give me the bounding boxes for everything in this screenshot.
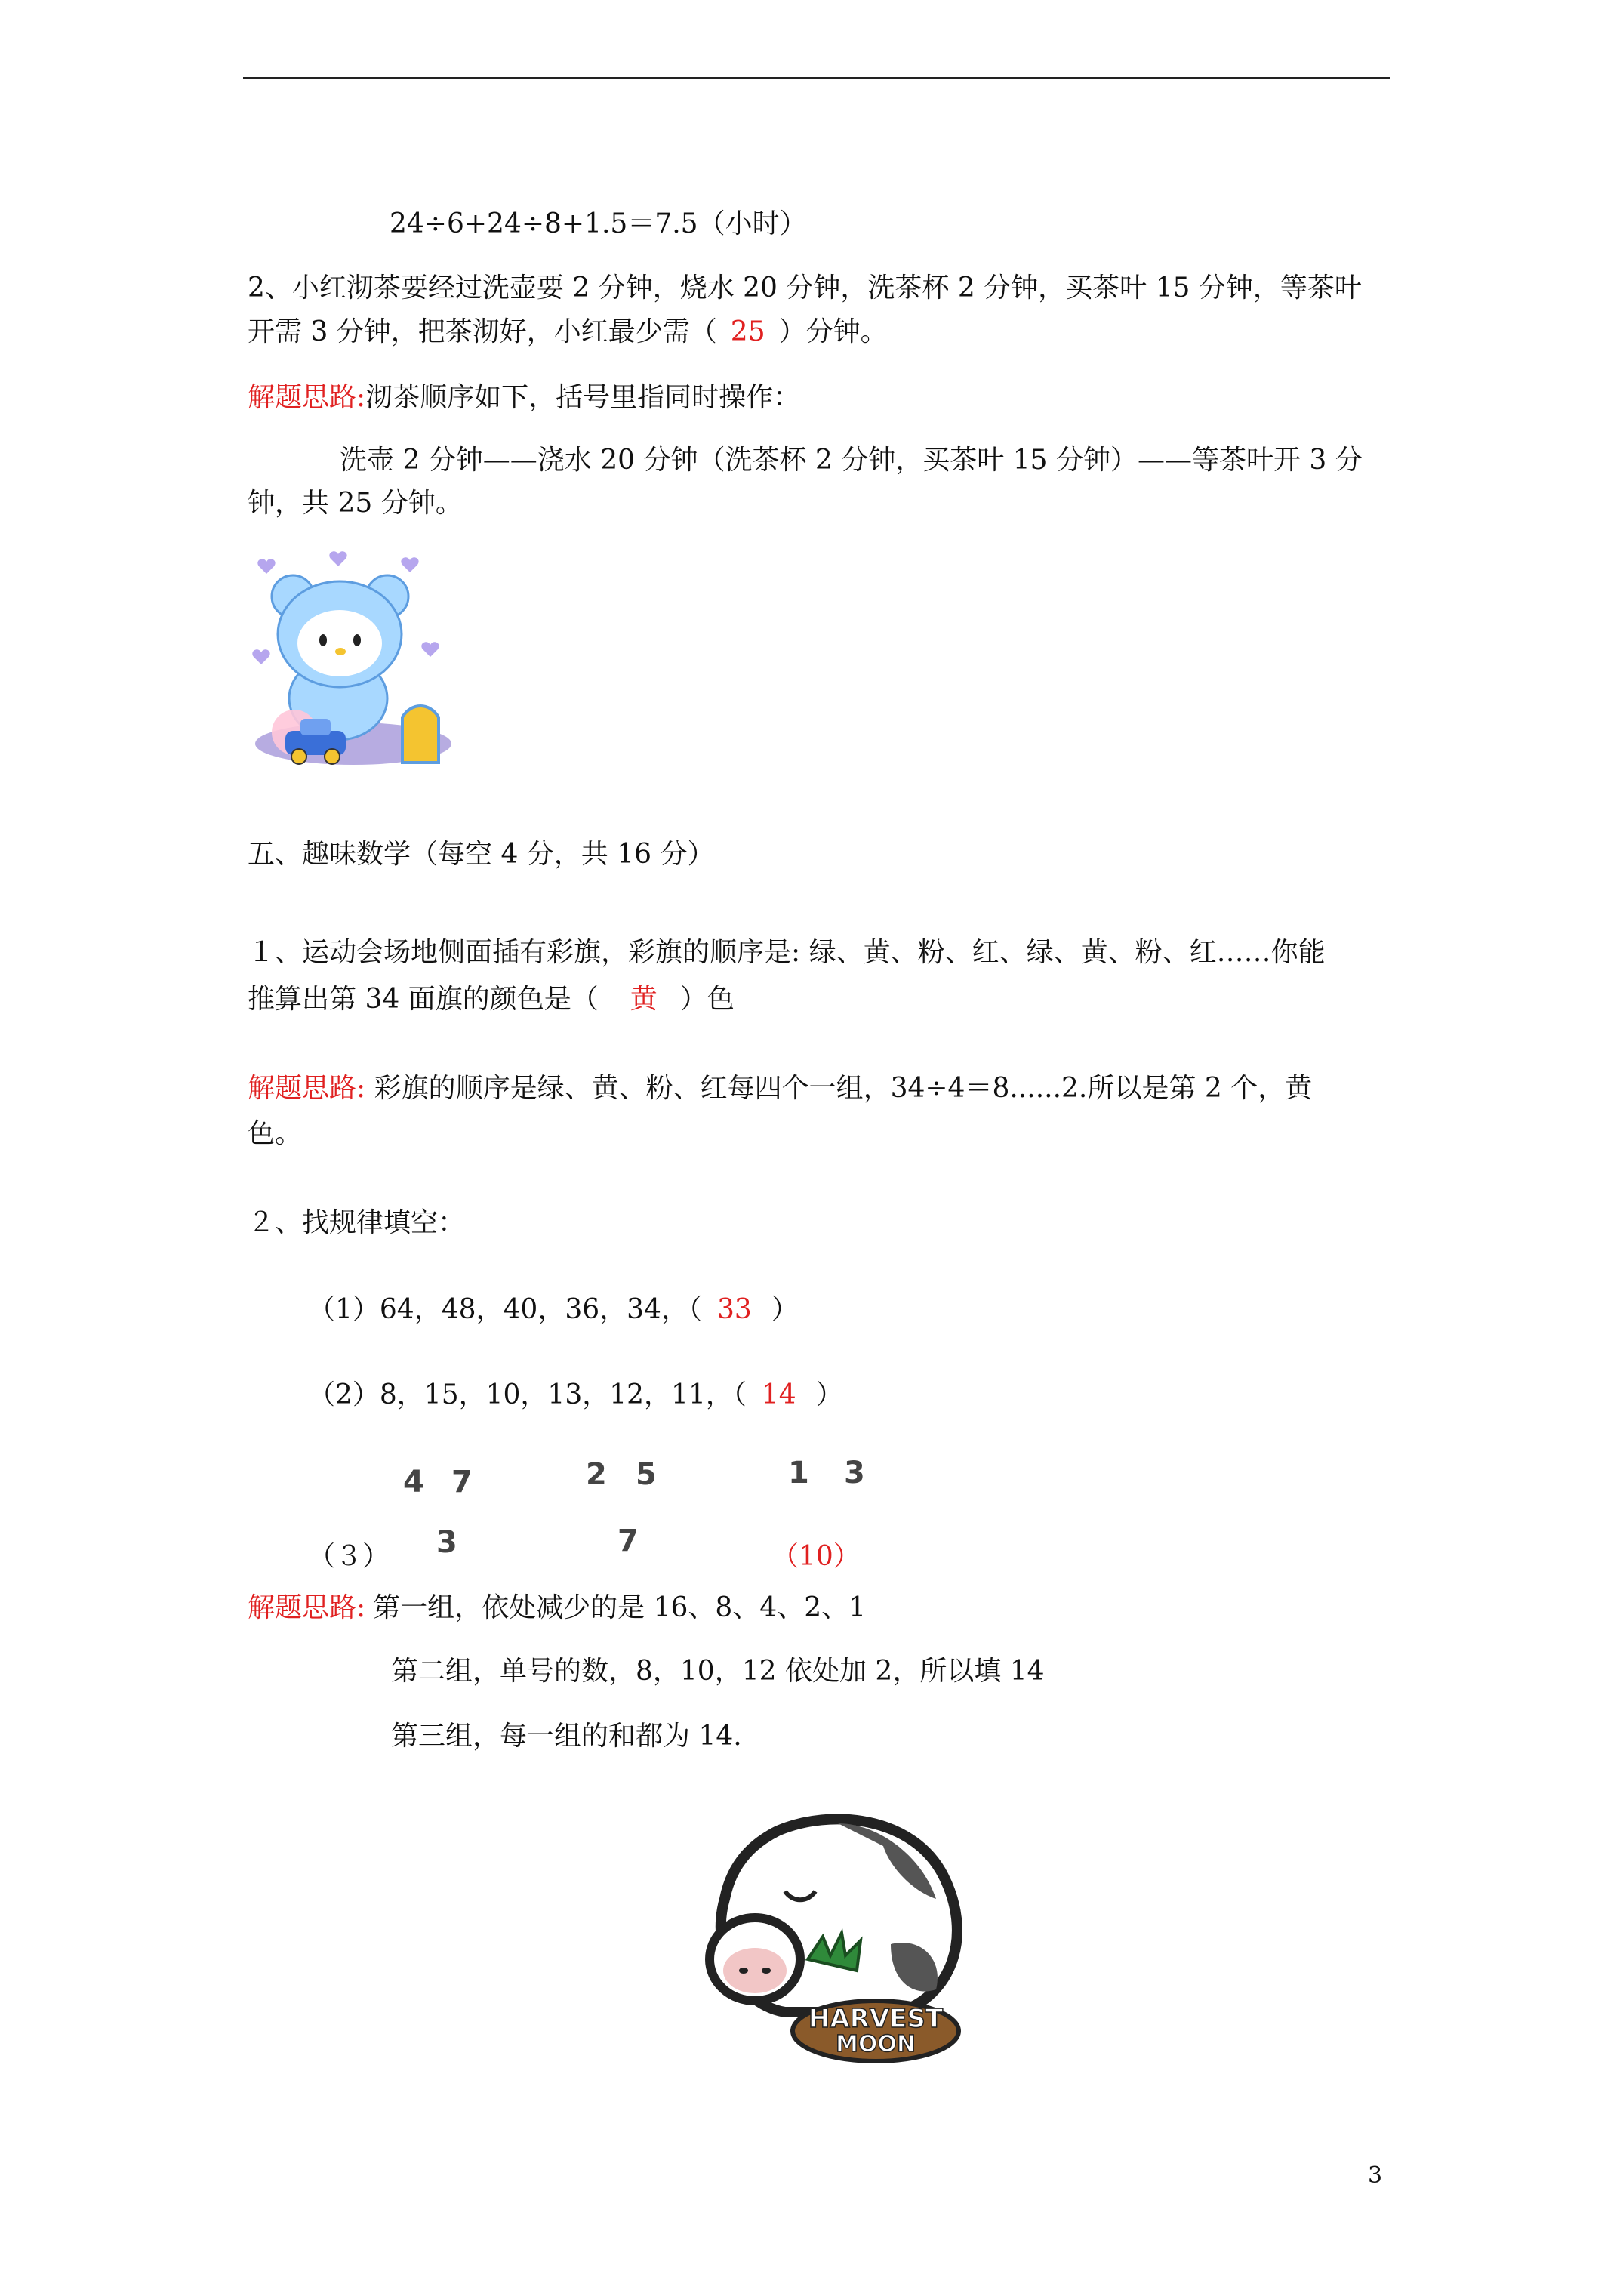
hint-label: 解题思路: [248,382,366,413]
sequence-2-close: ） [815,1379,843,1410]
question-5-2-2 [308,1379,843,1412]
question-5-1-line-1: １、运动会场地侧面插有彩旗，彩旗的顺序是: 绿、黄、粉、红、绿、黄、粉、红……你能 [248,937,1326,968]
question-5-2-1 [308,1293,799,1327]
question-5-2-title: ２、找规律填空： [248,1207,466,1238]
question-5-2-hint-line-2: 第二组，单号的数，8，10，12 依处加 2，所以填 14 [391,1656,1045,1687]
kitty-bear-illustration [248,544,456,778]
question-5-1-answer: 黄 [630,984,658,1015]
question-2-line-2 [248,316,888,349]
question-5-1-line-2 [248,983,735,1016]
sequence-2-answer: 14 [761,1379,796,1410]
section-5-title: 五、趣味数学（每空 4 分，共 16 分） [248,839,715,870]
question-2-explain-line-2: 钟，共 25 分钟。 [248,488,463,519]
hint-text: 彩旗的顺序是绿、黄、粉、红每四个一组，34÷4＝8......2.所以是第 2 个，黄 [365,1073,1313,1104]
group-2-digit-2: 5 [636,1457,657,1492]
group-1-digit-3: 3 [436,1525,457,1560]
question-5-1-text-post: ）色 [679,984,735,1015]
group-2-digit-1: 2 [586,1457,607,1492]
question-5-2-3-answer: （10） [771,1541,861,1572]
question-2-hint [248,381,800,415]
header-rule [243,77,1390,79]
question-2-answer: 25 [730,316,765,347]
question-2-line-1: 2、小红沏茶要经过洗壶要 2 分钟，烧水 20 分钟，洗茶杯 2 分钟，买茶叶 15 分钟，等茶叶 [248,273,1362,304]
logo-line-1: HARVEST [808,2004,944,2034]
question-5-1-hint [248,1072,1312,1105]
sequence-1-text: （1）64，48，40，36，34，（ [308,1294,702,1325]
hint-label: 解题思路: [248,1073,366,1104]
equation-line: 24÷6+24÷8+1.5＝7.5（小时） [390,208,807,239]
question-2-text-pre: 开需 3 分钟，把茶沏好，小红最少需（ [248,316,717,347]
question-5-2-hint-line-3: 第三组，每一组的和都为 14. [391,1721,742,1752]
question-5-1-hint-line-2: 色。 [248,1118,303,1149]
hint-label: 解题思路: [248,1592,366,1623]
question-5-2-3-label: （３） [308,1541,390,1572]
sequence-2-text: （2）8，15，10，13，12，11，（ [308,1379,747,1410]
hint-text: 沏茶顺序如下，括号里指同时操作： [365,382,801,413]
group-1-digit-1: 4 [403,1465,424,1499]
harvest-moon-cow-illustration [694,1808,981,2065]
group-3-digit-2: 3 [844,1456,865,1490]
question-5-1-text-pre: 推算出第 34 面旗的颜色是（ [248,984,599,1015]
logo-line-2: MOON [836,2031,916,2057]
sequence-1-close: ） [771,1294,799,1325]
page-number: 3 [1368,2162,1383,2189]
question-5-2-hint [248,1592,866,1625]
question-2-text-post: ）分钟。 [778,316,888,347]
group-1-digit-2: 7 [451,1465,473,1499]
group-2-digit-3: 7 [617,1524,639,1558]
sequence-1-answer: 33 [716,1294,752,1325]
question-2-explain-line-1: 洗壶 2 分钟——浇水 20 分钟（洗茶杯 2 分钟，买茶叶 15 分钟）——等茶叶开 3 分 [340,445,1363,476]
hint-line-1: 第一组，依处减少的是 16、8、4、2、1 [373,1592,867,1623]
group-3-digit-1: 1 [788,1456,809,1490]
